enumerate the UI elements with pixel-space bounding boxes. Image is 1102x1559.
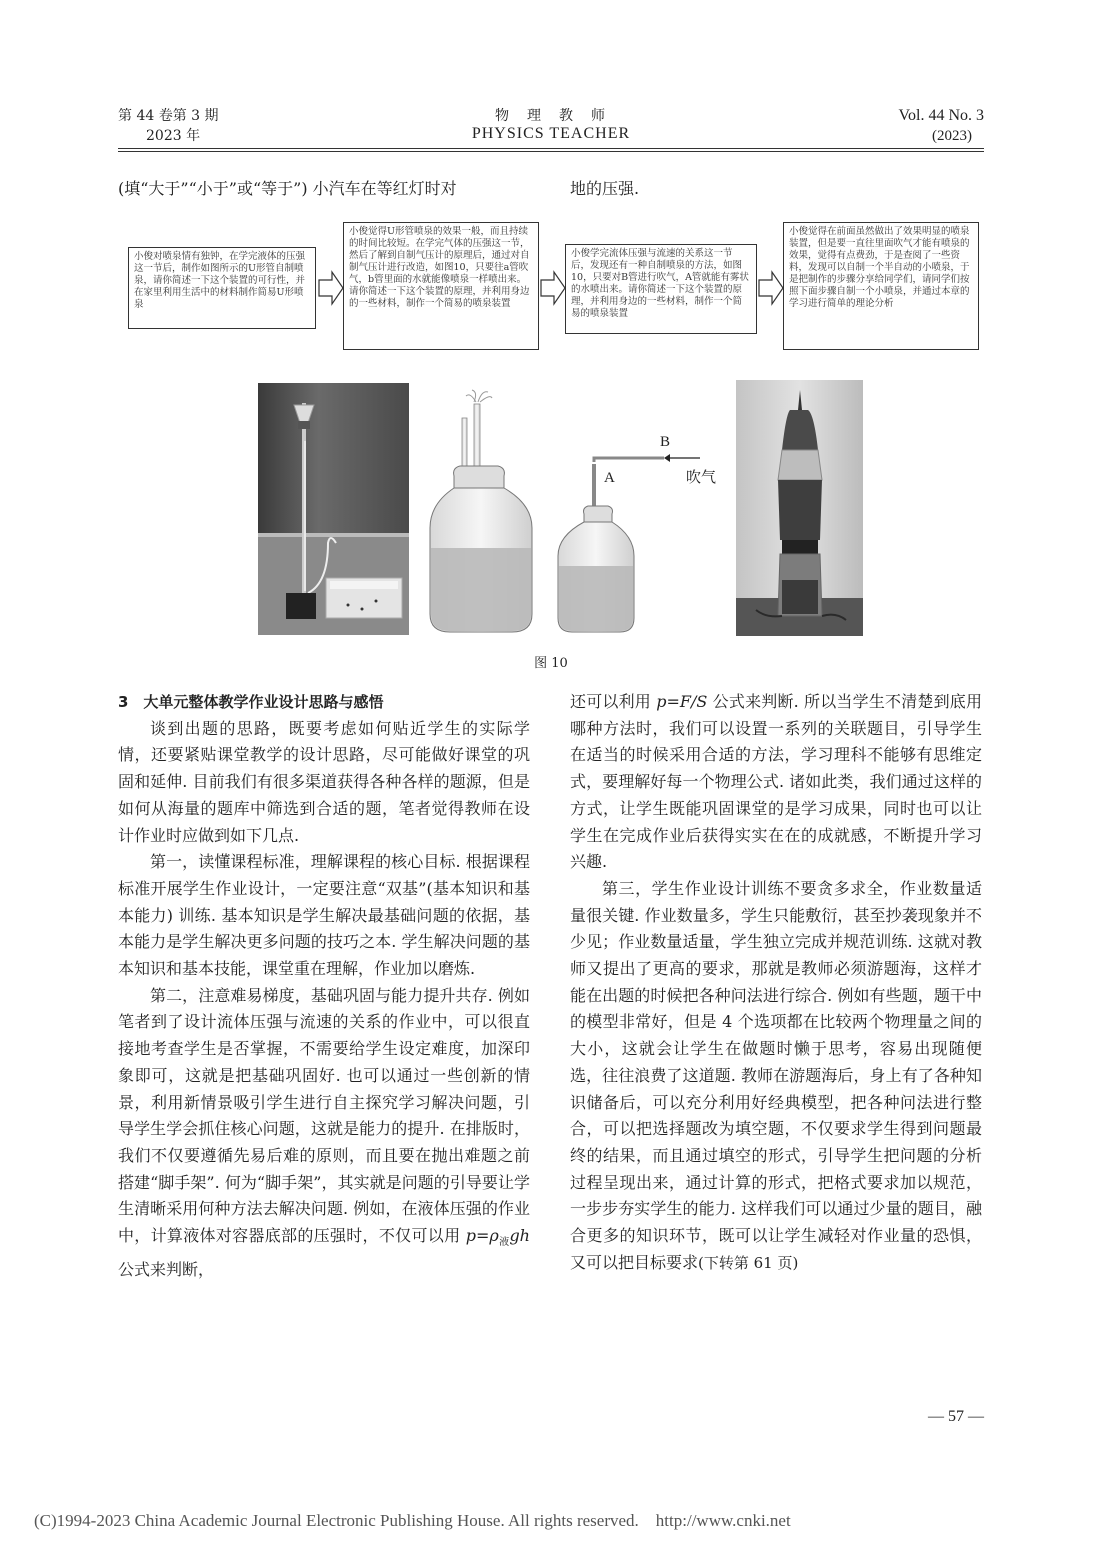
formula-subscript: 液 [498, 1237, 510, 1249]
flow-arrow-2 [540, 270, 566, 306]
left-paragraph-3-tail: 公式来判断， [118, 1259, 215, 1279]
formula-liquid-pressure: p=ρ [465, 1226, 499, 1246]
right-paragraph-1 [570, 689, 982, 876]
right-paragraph-1-post: 公式来判断. 所以当学生不清楚到底用哪种方法时，我们可以设置一系列的关联题目，引导学生在适当的时候采用合适的方法，学习理科不能够有思维定式，要理解好每一个物理公式. 诸如此类，我们通过这样的方式，让学生既能巩固课堂的是学习成果，同时也可以让学生在完成作业后获得实实在在的成就感，不断提升学习兴趣. [570, 692, 982, 872]
header-right-volume: Vol. 44 No. 3 [898, 107, 984, 124]
header-right-year: (2023) [932, 128, 972, 144]
figure-label-blow: 吹气 [686, 468, 717, 486]
figure-label-b: B [660, 434, 671, 450]
right-column [570, 689, 982, 1276]
formula-gh: gh [509, 1226, 530, 1246]
flow-box-4: 小俊觉得在前面虽然做出了效果明显的喷泉装置，但是要一直往里面吹气才能有喷泉的效果，觉得有点费劲，于是查阅了一些资料，发现可以自制一个半自动的小喷泉，于是把制作的步骤分享给同学们，请同学们按照下面步骤自制一个小喷泉，并通过本章的学习进行简单的理论分析 [783, 222, 979, 350]
flow-box-3: 小俊学完流体压强与流速的关系这一节后，发现还有一种自制喷泉的方法，如图10，只要对B管进行吹气，A管就能有雾状的水喷出来。请你简述一下这个装置的原理，并利用身边的一些材料，制作一个简易的喷泉装置 [565, 244, 757, 334]
left-paragraph-3-text: 第二，注意难易梯度，基础巩固与能力提升共存. 例如笔者到了设计流体压强与流速的关系的作业中，可以很直接地考查学生是否掌握，不需要给学生设定难度，加深印象即可，这就是把基础巩固好. 也可以通过一些创新的情景，利用新情景吸引学生进行自主探究学习解决问题，引导学生学会抓住核心问题，这就是能力的提升. 在排版时，我们不仅要遵循先易后难的原则，而且要在抛出难题之前搭建“脚手架”. 何为“脚手架”，其实就是问题的引导要让学生清晰采用何种方法去解决问题. 例如，在液体压强的作业中，计算液体对容器底部的压强时，不仅可以用 [118, 985, 530, 1246]
flow-box-1: 小俊对喷泉情有独钟，在学完液体的压强这一节后，制作如图所示的U形管自制喷泉，请你简述一下这个装置的可行性，并在家里利用生活中的材料制作简易U形喷泉 [128, 247, 316, 329]
header-rule-top [118, 148, 984, 149]
section-heading: 3 大单元整体教学作业设计思路与感悟 [118, 693, 384, 711]
right-paragraph-2-text: 第三，学生作业设计训练不要贪多求全，作业数量适量很关键. 作业数量多，学生只能敷衍，甚至抄袭现象并不少见；作业数量适量，学生独立完成并规范训练. 这就对教师又提出了更高的要求，那就是教师必须游题海，这样才能在出题的时候把各种问法进行综合. 例如有些题，题干中的模型非常好，但是 4 个选项都在比较两个物理量之间的大小，这就会让学生在做题时懒于思考，容易出现随便选，往往浪费了这道题. 教师在游题海后，身上有了各种知识储备后，可以充分利用好经典模型，把各种问法进行整合，可以把选择题改为填空题，不仅要求学生得到问题最终的结果，而且通过填空的形式，引导学生把问题的分析过程呈现出来，通过计算的形式，把格式要求加以规范，一步步夯实学生的能力. 这样我们可以通过少量的题目，融合更多的知识环节，既可以让学生减轻对作业量的恐惧，又可以把目标要求 [570, 878, 982, 1272]
right-paragraph-2 [570, 876, 982, 1277]
top-line-left: (填“大于”“小于”或“等于”) 小汽车在等红灯时对 [118, 179, 457, 198]
figure-label-a: A [604, 470, 615, 486]
header-rule-bottom [118, 151, 984, 152]
air-pressure-fountain-diagram [426, 388, 536, 634]
left-paragraph-1: 谈到出题的思路，既要考虑如何贴近学生的实际学情，还要紧贴课堂教学的设计思路，尽可能做好课堂的巩固和延伸. 目前我们有很多渠道获得各种各样的题源，但是如何从海量的题库中筛选到合适的题，笔者觉得教师在设计作业时应做到如下几点. [118, 718, 530, 845]
atomizer-diagram [554, 432, 730, 636]
top-line-right: 地的压强. [570, 179, 640, 198]
header-journal-en: PHYSICS TEACHER [471, 125, 631, 142]
figure-caption: 图 10 [534, 656, 568, 671]
flow-box-2: 小俊觉得U形管喷泉的效果一般，而且持续的时间比较短。在学完气体的压强这一节，然后了解到自制气压计的原理后，通过对自制气压计进行改造，如图10，只要往a管吹气，b管里面的水就能像喷泉一样喷出来。请你简述一下这个装置的原理，并利用身边的一些材料，制作一个简易的喷泉装置 [343, 222, 539, 350]
right-paragraph-1-pre: 还可以利用 [570, 692, 657, 711]
header-left-year: 2023 年 [146, 128, 201, 144]
formula-pressure-fs: p=F/S [656, 692, 708, 711]
continued-note: (下转第 61 页) [698, 1253, 799, 1272]
left-paragraph-3 [118, 983, 530, 1284]
u-tube-fountain-photo [258, 383, 409, 635]
flow-arrow-3 [758, 270, 784, 306]
page-number: — 57 — [928, 1408, 984, 1425]
flow-arrow-1 [318, 270, 344, 306]
header-left-volume: 第 44 卷第 3 期 [118, 108, 219, 124]
header-journal-cn: 物 理 教 师 [495, 108, 607, 124]
left-column [118, 689, 530, 1284]
left-paragraph-2: 第一，读懂课程标准，理解课程的核心目标. 根据课程标准开展学生作业设计，一定要注意“双基”(基本知识和基本能力) 训练. 基本知识是学生解决最基础问题的依据，基本能力是学生解决更多问题的技巧之本. 学生解决问题的基本知识和基本技能，课堂重在理解，作业加以磨炼. [118, 852, 530, 979]
copyright-footer: (C)1994-2023 China Academic Journal Electronic Publishing House. All rights reserved. http://www.cnki.net [34, 1511, 791, 1530]
bottle-fountain-photo [736, 380, 863, 636]
